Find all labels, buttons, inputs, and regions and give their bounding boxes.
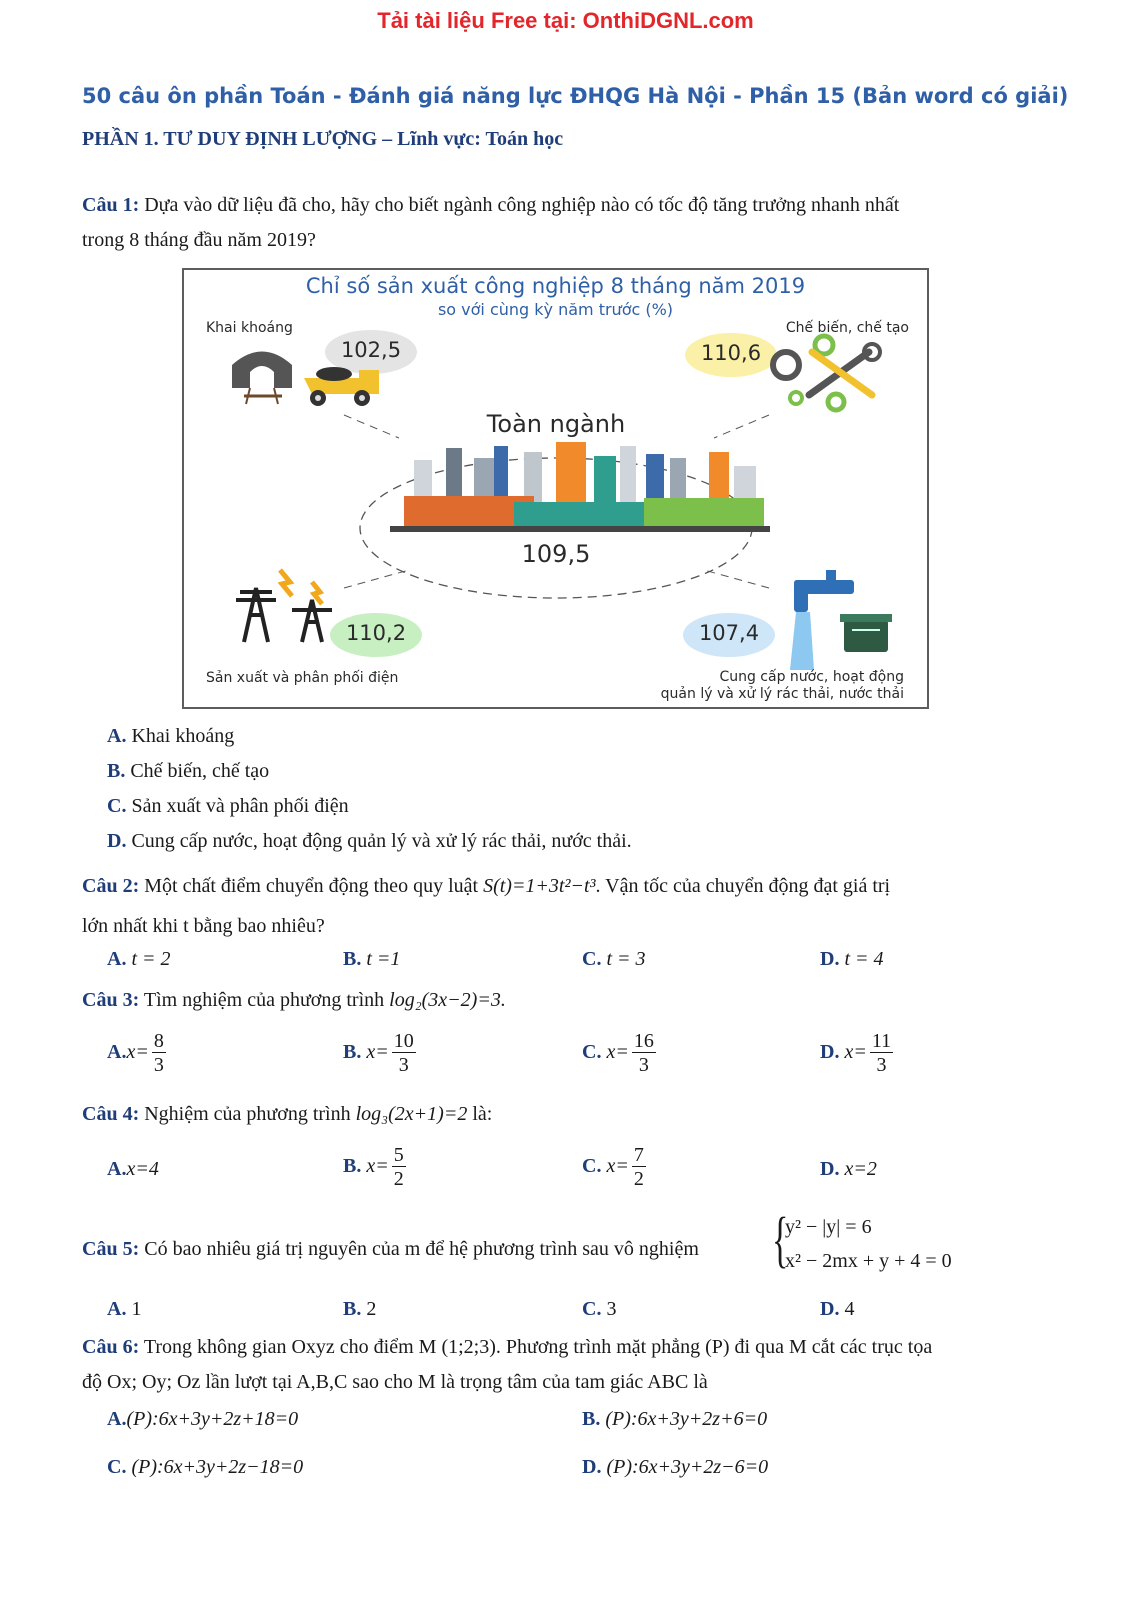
question-text: Nghiệm của phương trình xyxy=(144,1103,351,1125)
question-6 xyxy=(82,1330,1062,1400)
question-text-cont: . Vận tốc của chuyển động đạt giá trị xyxy=(595,875,891,897)
equation-2: x² − 2mx + y + 4 = 0 xyxy=(785,1250,952,1272)
q3-option-c[interactable]: C. x= $\frac{16}{3}$ xyxy=(582,1030,654,1076)
power-label: Sản xuất và phân phối điện xyxy=(206,670,399,686)
question-text-cont: lớn nhất khi t bằng bao nhiêu? xyxy=(82,915,325,937)
question-text-cont: độ Ox; Oy; Oz lần lượt tại A,B,C sao cho M là trọng tâm của tam giác ABC là xyxy=(82,1371,708,1393)
question-label: Câu 6: xyxy=(82,1336,140,1358)
equation-system xyxy=(785,1210,952,1278)
question-formula: log₃(2x+1)=2 xyxy=(355,1103,468,1125)
question-formula: log₂(3x−2)=3. xyxy=(389,989,506,1011)
power-value: 110,2 xyxy=(345,621,407,645)
connector-line xyxy=(344,415,399,438)
q3-option-b[interactable]: B. x= $\frac{10}{3}$ xyxy=(343,1030,414,1076)
industry-infographic xyxy=(182,268,929,709)
question-3 xyxy=(82,983,1042,1018)
q3-option-d[interactable]: D. x= $\frac{11}{3}$ xyxy=(820,1030,892,1076)
question-formula: S(t)=1+3t²−t³ xyxy=(483,875,596,897)
q4-option-c[interactable]: C. x= $\frac{7}{2}$ xyxy=(582,1144,644,1190)
infographic-subtitle: so với cùng kỳ năm trước (%) xyxy=(437,300,674,319)
q6-option-c[interactable]: C. (P):6x+3y+2z−18=0 xyxy=(107,1456,304,1478)
question-text: Tìm nghiệm của phương trình xyxy=(143,989,385,1011)
question-text: Có bao nhiêu giá trị nguyên của m để hệ phương trình sau vô nghiệm xyxy=(144,1238,699,1260)
question-text-cont: là: xyxy=(472,1103,493,1125)
water-tap-icon xyxy=(790,570,892,670)
water-label-line1: Cung cấp nước, hoạt động xyxy=(719,669,904,685)
manufacturing-label: Chế biến, chế tạo xyxy=(785,320,909,336)
q4-option-b[interactable]: B. x= $\frac{5}{2}$ xyxy=(343,1144,404,1190)
question-2 xyxy=(82,866,1042,946)
question-text: Một chất điểm chuyển động theo quy luật xyxy=(144,875,479,897)
question-text-cont: trong 8 tháng đầu năm 2019? xyxy=(82,229,316,251)
question-label: Câu 2: xyxy=(82,875,140,897)
infographic-title: Chỉ số sản xuất công nghiệp 8 tháng năm 2019 xyxy=(305,274,806,298)
q6-option-d[interactable]: D. (P):6x+3y+2z−6=0 xyxy=(582,1456,769,1478)
download-banner[interactable]: Tải tài liệu Free tại: OnthiDGNL.com xyxy=(377,8,754,33)
question-text: Dựa vào dữ liệu đã cho, hãy cho biết ngành công nghiệp nào có tốc độ tăng trưởng nhanh nhất xyxy=(144,194,900,216)
q5-option-d[interactable]: D. 4 xyxy=(820,1298,855,1320)
q2-option-c[interactable]: C. t = 3 xyxy=(582,948,646,970)
q1-option-a[interactable]: A. Khai khoáng xyxy=(107,725,235,747)
q5-option-a[interactable]: A. 1 xyxy=(107,1298,142,1320)
question-label: Câu 4: xyxy=(82,1103,140,1125)
sector-total-value: 109,5 xyxy=(521,540,591,568)
water-value: 107,4 xyxy=(698,621,760,645)
q2-option-b[interactable]: B. t =1 xyxy=(343,948,401,970)
question-label: Câu 1: xyxy=(82,194,140,216)
q5-option-b[interactable]: B. 2 xyxy=(343,1298,377,1320)
q4-option-a[interactable]: A.x=4 xyxy=(107,1158,159,1180)
question-text: Trong không gian Oxyz cho điểm M (1;2;3). Phương trình mặt phẳng (P) đi qua M cắt các trục tọa xyxy=(143,1336,933,1358)
q2-option-d[interactable]: D. t = 4 xyxy=(820,948,884,970)
q1-option-c[interactable]: C. Sản xuất và phân phối điện xyxy=(107,795,349,817)
q1-option-b[interactable]: B. Chế biến, chế tạo xyxy=(107,760,270,782)
power-tower-icon xyxy=(236,570,332,642)
q5-option-c[interactable]: C. 3 xyxy=(582,1298,617,1320)
mining-label: Khai khoáng xyxy=(206,320,293,336)
question-label: Câu 3: xyxy=(82,989,140,1011)
section-heading: PHẦN 1. TƯ DUY ĐỊNH LƯỢNG – Lĩnh vực: Toán học xyxy=(82,128,564,150)
manufacturing-value: 110,6 xyxy=(700,341,762,365)
question-label: Câu 5: xyxy=(82,1238,140,1260)
q2-option-a[interactable]: A. t = 2 xyxy=(107,948,171,970)
q6-option-a[interactable]: A.(P):6x+3y+2z+18=0 xyxy=(107,1408,299,1430)
document-title: 50 câu ôn phần Toán - Đánh giá năng lực ĐHQG Hà Nội - Phần 15 (Bản word có giải) xyxy=(82,84,1069,108)
mining-value: 102,5 xyxy=(340,338,402,362)
q6-option-b[interactable]: B. (P):6x+3y+2z+6=0 xyxy=(582,1408,768,1430)
question-1 xyxy=(82,188,1042,258)
system-brace: { xyxy=(772,1206,789,1274)
connector-line xyxy=(714,415,769,438)
q1-option-d[interactable]: D. Cung cấp nước, hoạt động quản lý và xử lý rác thải, nước thải. xyxy=(107,830,632,852)
water-label-line2: quản lý và xử lý rác thải, nước thải xyxy=(660,686,904,702)
connector-line xyxy=(704,570,769,588)
q4-option-d[interactable]: D. x=2 xyxy=(820,1158,877,1180)
connector-line xyxy=(344,570,409,588)
factory-icon xyxy=(390,442,770,532)
gears-icon xyxy=(773,336,880,410)
q3-option-a[interactable]: A.x= $\frac{8}{3}$ xyxy=(107,1030,164,1076)
sector-total-label: Toàn ngành xyxy=(486,410,626,438)
equation-1: y² − |y| = 6 xyxy=(785,1216,872,1238)
question-4 xyxy=(82,1097,1042,1132)
